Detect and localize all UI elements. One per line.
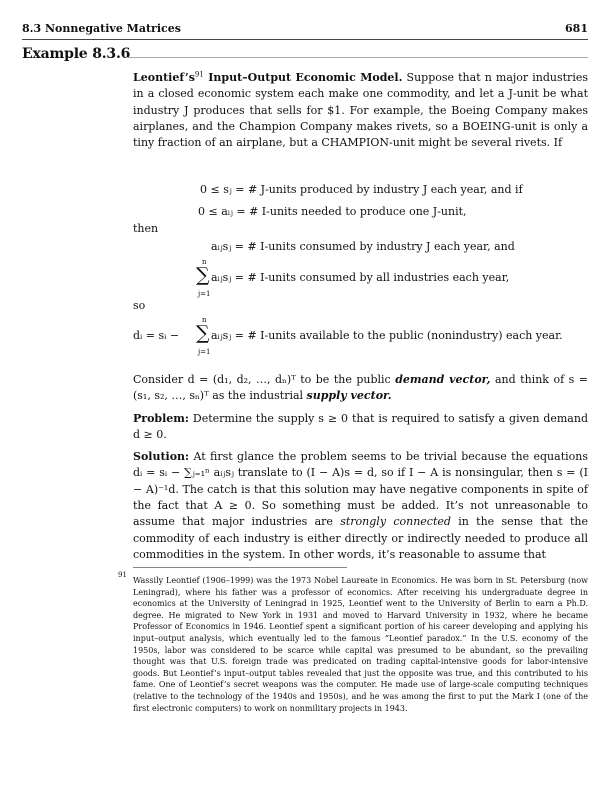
problem-text: Determine the supply s ≥ 0 that is required to satisfy a given demand d ≥ 0. xyxy=(133,411,588,441)
problem-label: Problem: xyxy=(133,411,189,425)
example-title: Example 8.3.6 xyxy=(22,46,131,62)
header-rule xyxy=(22,39,588,40)
problem-paragraph xyxy=(133,411,588,444)
equation-2: 0 ≤ aᵢⱼ = # I-units needed to produce one J-unit, xyxy=(198,205,467,218)
equation-5-rhs: aᵢⱼsⱼ = # I-units available to the public (nonindustry) each year. xyxy=(211,329,563,342)
then-label: then xyxy=(133,222,159,235)
solution-paragraph xyxy=(133,449,588,563)
footnote-mark: 91 xyxy=(194,70,204,79)
supply-vector-term: supply vector. xyxy=(306,389,392,403)
running-header xyxy=(22,22,588,35)
section-title: 8.3 Nonnegative Matrices xyxy=(22,22,181,35)
lead-title-rest: Input–Output Economic Model. xyxy=(203,71,403,84)
equation-5-lhs: dᵢ = sᵢ − xyxy=(133,329,180,342)
lower-content xyxy=(133,372,588,563)
solution-label: Solution: xyxy=(133,450,190,464)
solution-text-a: At first glance the problem seems to be trivial because the equations dᵢ = sᵢ − ∑ⱼ₌₁ⁿ aᵢⱼsⱼ translate to (I − A)s = d, so if I − A is nonsingular, then s = (I − A)⁻¹d. The catch is that this solution may have negative components in spite of the fact that A ≥ 0. So something must be added. It’s not unreasonable to assume that major industries are xyxy=(133,450,588,529)
summation-symbol: ∑ xyxy=(196,264,210,286)
demand-vector-term: demand vector, xyxy=(395,373,491,386)
sum-upper-limit-2: n xyxy=(202,316,207,324)
sum-lower-limit: j=1 xyxy=(198,290,211,298)
sum-lower-limit-2: j=1 xyxy=(198,348,211,356)
so-label: so xyxy=(133,299,146,312)
strongly-connected-term: strongly connected xyxy=(340,515,451,529)
solution-text-b: in the sense that the commodity of each industry is either directly or indirectly needed to produce all commodities in the system. In other words, it’s reasonable to assume that xyxy=(133,515,589,561)
intro-text: Suppose that n major industries in a closed economic system each make one commodity, and let a J-unit be what industry J produces that sells for $1. For example, the Boeing Company makes airplanes, and the Champion Company makes rivets, so a BOEING-unit is only a tiny fraction of an airplane, but a CHAMPION-unit might be several rivets. If xyxy=(133,71,588,150)
consider-text-a: Consider d = (d₁, d₂, …, dₙ)ᵀ to be the public xyxy=(133,373,396,386)
main-content xyxy=(133,70,588,151)
example-rule xyxy=(126,57,588,58)
consider-paragraph xyxy=(133,372,588,405)
equation-4: aᵢⱼsⱼ = # I-units consumed by all industries each year, xyxy=(211,271,510,284)
footnote-number: 91 xyxy=(118,571,127,579)
sum-upper-limit: n xyxy=(202,258,207,266)
summation-symbol-2: ∑ xyxy=(196,322,210,344)
equation-1: 0 ≤ sⱼ = # J-units produced by industry J each year, and if xyxy=(200,183,523,196)
page-number: 681 xyxy=(565,22,588,35)
footnote-text: Wassily Leontief (1906–1999) was the 1973 Nobel Laureate in Economics. He was born in St. Petersburg (now Leningrad), where his father was a professor of economics. After receiving his undergraduate degree in economics at the University of Leningrad in 1925, Leontief went to the University of Berlin to earn a Ph.D. degree. He migrated to New York in 1931 and moved to Harvard University in 1932, where he became Professor of Economics in 1946. Leontief spent a significant portion of his career developing and applying his input–output analysis, which eventually led to the famous “Leontief paradox.” In the U.S. economy of the 1950s, labor was considered to be scarce while capital was presumed to be abundant, so the prevailing thought was that U.S. foreign trade was predicated on trading capital-intensive goods for labor-intensive goods. But Leontief’s input–output tables revealed that just the opposite was true, and this contributed to his fame. One of Leontief’s secret weapons was the computer. He made use of large-scale computing techniques (relative to the technology of the 1940s and 1950s), and he was among the first to put the Mark I (one of the first electronic computers) to work on nonmilitary projects in 1943. xyxy=(133,576,588,713)
footnote-rule xyxy=(133,567,347,568)
intro-paragraph xyxy=(133,70,588,151)
lead-title: Leontief’s xyxy=(133,71,195,84)
consider-text-b: and think of s = (s₁, s₂, …, sₙ)ᵀ as the industrial xyxy=(133,373,588,403)
equation-3: aᵢⱼsⱼ = # I-units consumed by industry J each year, and xyxy=(211,240,515,253)
